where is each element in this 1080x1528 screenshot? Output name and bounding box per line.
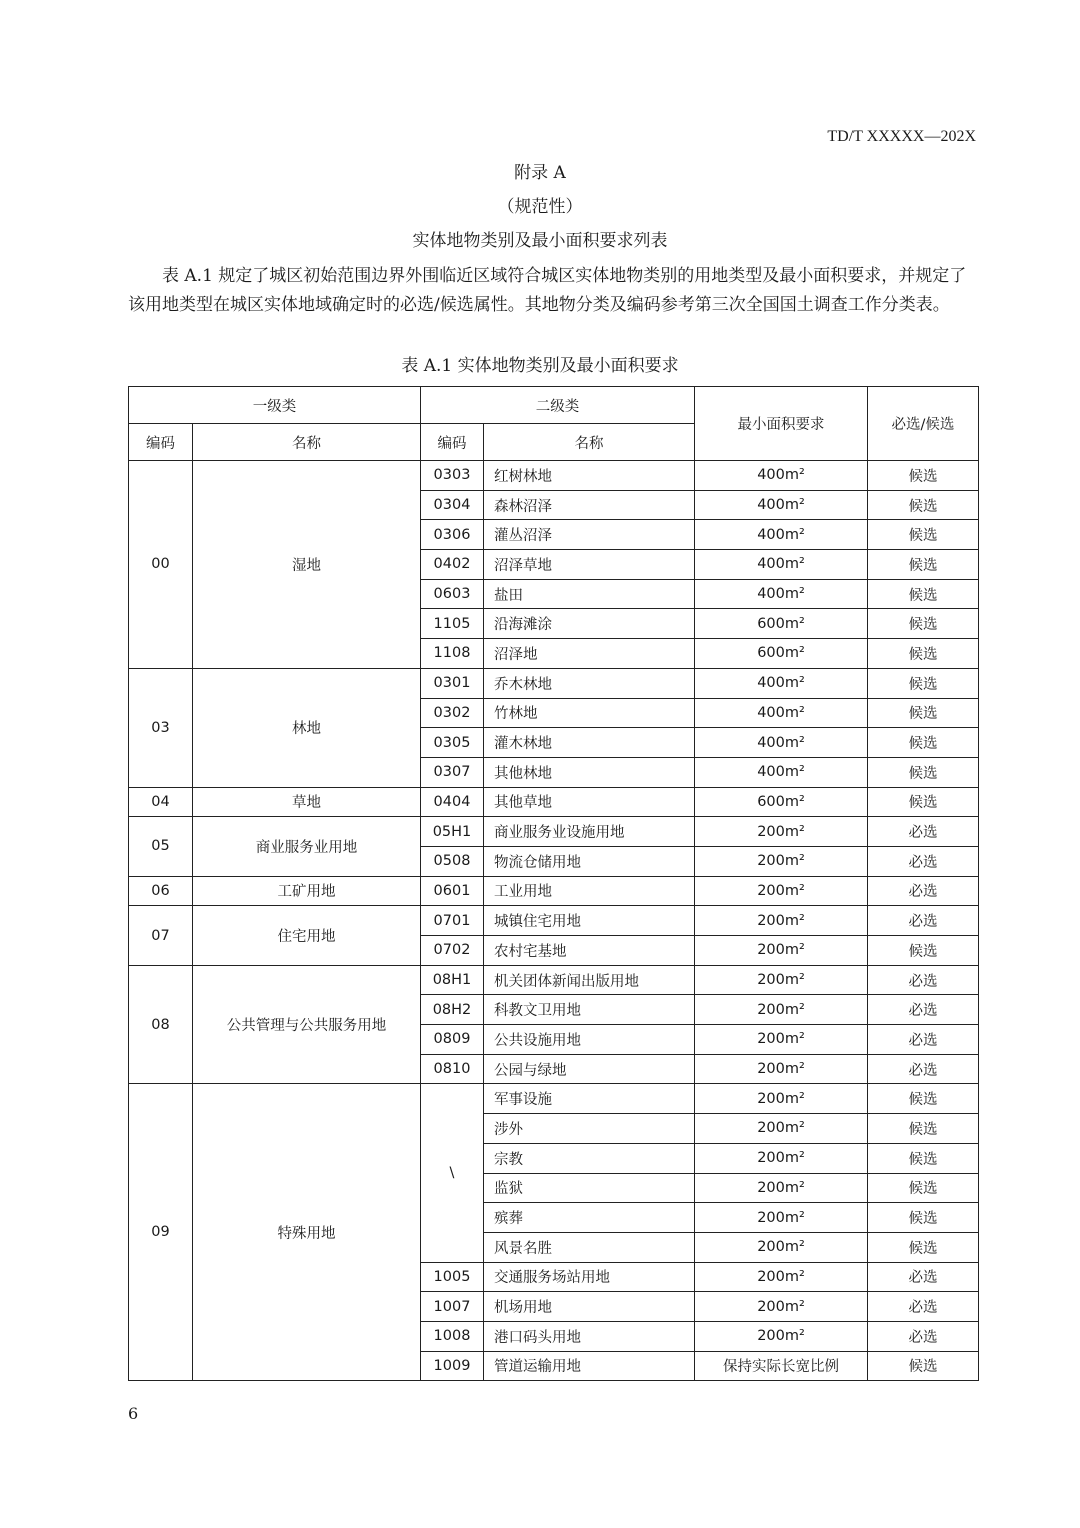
intro-indent — [128, 266, 162, 286]
row-code: 0306 — [421, 520, 484, 550]
row-code: 0307 — [421, 757, 484, 787]
row-name: 机场用地 — [484, 1292, 695, 1322]
header-row-1 — [129, 387, 979, 424]
row-required: 必选 — [868, 1321, 979, 1351]
header-level2-code: 编码 — [421, 424, 484, 461]
row-code: 0302 — [421, 698, 484, 728]
appendix-nature: （规范性） — [497, 197, 583, 217]
group-name: 草地 — [193, 787, 421, 817]
row-required: 候选 — [868, 787, 979, 817]
row-required: 必选 — [868, 817, 979, 847]
row-required: 必选 — [868, 1262, 979, 1292]
row-required: 候选 — [868, 936, 979, 966]
row-area: 200m² — [695, 1114, 868, 1144]
row-area: 200m² — [695, 1173, 868, 1203]
row-name: 管道运输用地 — [484, 1351, 695, 1381]
row-required: 必选 — [868, 846, 979, 876]
row-code: 1008 — [421, 1321, 484, 1351]
row-area: 200m² — [695, 1203, 868, 1233]
row-area: 200m² — [695, 1025, 868, 1055]
row-code: 0304 — [421, 490, 484, 520]
document-id: TD/T XXXXX—202X — [827, 128, 976, 145]
row-name: 其他林地 — [484, 757, 695, 787]
row-code: 1105 — [421, 609, 484, 639]
row-required: 候选 — [868, 639, 979, 669]
row-required: 候选 — [868, 490, 979, 520]
row-area: 200m² — [695, 1054, 868, 1084]
group-code: 08 — [129, 965, 193, 1084]
row-name: 农村宅基地 — [484, 936, 695, 966]
row-required: 候选 — [868, 461, 979, 491]
row-required: 候选 — [868, 1084, 979, 1114]
row-name: 红树林地 — [484, 461, 695, 491]
row-name: 公园与绿地 — [484, 1054, 695, 1084]
row-name: 交通服务场站用地 — [484, 1262, 695, 1292]
row-name: 盐田 — [484, 579, 695, 609]
group-code: 03 — [129, 668, 193, 787]
row-code: 05H1 — [421, 817, 484, 847]
row-area: 200m² — [695, 906, 868, 936]
table-row — [129, 787, 979, 817]
table-row — [129, 461, 979, 491]
row-area: 400m² — [695, 461, 868, 491]
row-area: 200m² — [695, 995, 868, 1025]
group-code: 06 — [129, 876, 193, 906]
row-area: 200m² — [695, 936, 868, 966]
header-level1: 一级类 — [129, 387, 421, 424]
row-area: 200m² — [695, 1143, 868, 1173]
row-name: 竹林地 — [484, 698, 695, 728]
table-row — [129, 965, 979, 995]
row-area: 400m² — [695, 698, 868, 728]
row-code: 0404 — [421, 787, 484, 817]
row-area: 200m² — [695, 1321, 868, 1351]
row-name: 乔木林地 — [484, 668, 695, 698]
group-name: 商业服务业用地 — [193, 817, 421, 876]
row-code-merged: \ — [421, 1084, 484, 1262]
row-code: 0402 — [421, 550, 484, 580]
row-area: 200m² — [695, 817, 868, 847]
row-area: 600m² — [695, 787, 868, 817]
row-required: 候选 — [868, 698, 979, 728]
group-name: 林地 — [193, 668, 421, 787]
row-required: 候选 — [868, 1143, 979, 1173]
row-name: 机关团体新闻出版用地 — [484, 965, 695, 995]
row-code: 08H2 — [421, 995, 484, 1025]
row-required: 候选 — [868, 668, 979, 698]
table-row — [129, 1084, 979, 1114]
row-code: 08H1 — [421, 965, 484, 995]
group-name: 住宅用地 — [193, 906, 421, 965]
row-area: 200m² — [695, 965, 868, 995]
group-code: 07 — [129, 906, 193, 965]
row-required: 候选 — [868, 757, 979, 787]
row-name: 涉外 — [484, 1114, 695, 1144]
row-code: 1005 — [421, 1262, 484, 1292]
table-row — [129, 906, 979, 936]
row-name: 沿海滩涂 — [484, 609, 695, 639]
row-area: 200m² — [695, 1232, 868, 1262]
row-name: 城镇住宅用地 — [484, 906, 695, 936]
appendix-title: 附录 A — [514, 163, 566, 183]
row-area: 400m² — [695, 550, 868, 580]
row-required: 候选 — [868, 1203, 979, 1233]
row-required: 必选 — [868, 1292, 979, 1322]
row-required: 候选 — [868, 1173, 979, 1203]
row-required: 必选 — [868, 995, 979, 1025]
row-name: 殡葬 — [484, 1203, 695, 1233]
page-number: 6 — [128, 1404, 139, 1423]
table-row — [129, 876, 979, 906]
row-area: 400m² — [695, 668, 868, 698]
table-row — [129, 817, 979, 847]
group-name: 工矿用地 — [193, 876, 421, 906]
row-area: 600m² — [695, 609, 868, 639]
row-code: 0702 — [421, 936, 484, 966]
row-required: 必选 — [868, 965, 979, 995]
row-area: 200m² — [695, 846, 868, 876]
row-name: 科教文卫用地 — [484, 995, 695, 1025]
row-code: 0305 — [421, 728, 484, 758]
row-required: 必选 — [868, 876, 979, 906]
row-required: 候选 — [868, 609, 979, 639]
row-name: 军事设施 — [484, 1084, 695, 1114]
header-level2: 二级类 — [421, 387, 695, 424]
row-name: 公共设施用地 — [484, 1025, 695, 1055]
row-area: 200m² — [695, 1292, 868, 1322]
row-area: 600m² — [695, 639, 868, 669]
row-required: 候选 — [868, 579, 979, 609]
land-category-table — [128, 386, 979, 1381]
row-code: 1007 — [421, 1292, 484, 1322]
intro-text: 表 A.1 规定了城区初始范围边界外围临近区域符合城区实体地物类别的用地类型及最小面积要求，并规定了该用地类型在城区实体地域确定时的必选/候选属性。其地物分类及编码参考第三次全国国土调查工作分类表。 — [128, 266, 967, 315]
row-code: 0810 — [421, 1054, 484, 1084]
row-area: 保持实际长宽比例 — [695, 1351, 868, 1381]
row-name: 风景名胜 — [484, 1232, 695, 1262]
row-name: 监狱 — [484, 1173, 695, 1203]
row-required: 候选 — [868, 1351, 979, 1381]
row-name: 商业服务业设施用地 — [484, 817, 695, 847]
row-code: 0603 — [421, 579, 484, 609]
row-area: 200m² — [695, 876, 868, 906]
row-name: 灌木林地 — [484, 728, 695, 758]
row-code: 1108 — [421, 639, 484, 669]
row-code: 0701 — [421, 906, 484, 936]
row-code: 0301 — [421, 668, 484, 698]
row-name: 灌丛沼泽 — [484, 520, 695, 550]
row-name: 物流仓储用地 — [484, 846, 695, 876]
row-code: 0601 — [421, 876, 484, 906]
row-area: 400m² — [695, 490, 868, 520]
row-required: 必选 — [868, 1054, 979, 1084]
header-min-area: 最小面积要求 — [695, 387, 868, 461]
header-level1-name: 名称 — [193, 424, 421, 461]
row-area: 200m² — [695, 1084, 868, 1114]
row-code: 0809 — [421, 1025, 484, 1055]
row-area: 200m² — [695, 1262, 868, 1292]
group-name: 公共管理与公共服务用地 — [193, 965, 421, 1084]
row-code: 0508 — [421, 846, 484, 876]
row-code: 0303 — [421, 461, 484, 491]
header-required: 必选/候选 — [868, 387, 979, 461]
row-required: 必选 — [868, 906, 979, 936]
header-level2-name: 名称 — [484, 424, 695, 461]
row-required: 候选 — [868, 520, 979, 550]
group-code: 05 — [129, 817, 193, 876]
row-name: 其他草地 — [484, 787, 695, 817]
table-caption: 表 A.1 实体地物类别及最小面积要求 — [401, 356, 679, 376]
row-required: 候选 — [868, 1114, 979, 1144]
row-area: 400m² — [695, 520, 868, 550]
row-name: 沼泽地 — [484, 639, 695, 669]
table-row — [129, 668, 979, 698]
group-code: 00 — [129, 461, 193, 669]
group-name: 湿地 — [193, 461, 421, 669]
intro-paragraph — [128, 262, 978, 320]
row-code: 1009 — [421, 1351, 484, 1381]
row-name: 工业用地 — [484, 876, 695, 906]
row-required: 候选 — [868, 1232, 979, 1262]
row-required: 必选 — [868, 1025, 979, 1055]
row-name: 港口码头用地 — [484, 1321, 695, 1351]
group-name: 特殊用地 — [193, 1084, 421, 1381]
row-required: 候选 — [868, 728, 979, 758]
header-level1-code: 编码 — [129, 424, 193, 461]
row-area: 400m² — [695, 757, 868, 787]
row-required: 候选 — [868, 550, 979, 580]
row-name: 宗教 — [484, 1143, 695, 1173]
row-area: 400m² — [695, 728, 868, 758]
group-code: 04 — [129, 787, 193, 817]
appendix-heading: 实体地物类别及最小面积要求列表 — [412, 231, 668, 251]
group-code: 09 — [129, 1084, 193, 1381]
row-name: 森林沼泽 — [484, 490, 695, 520]
row-name: 沼泽草地 — [484, 550, 695, 580]
row-area: 400m² — [695, 579, 868, 609]
